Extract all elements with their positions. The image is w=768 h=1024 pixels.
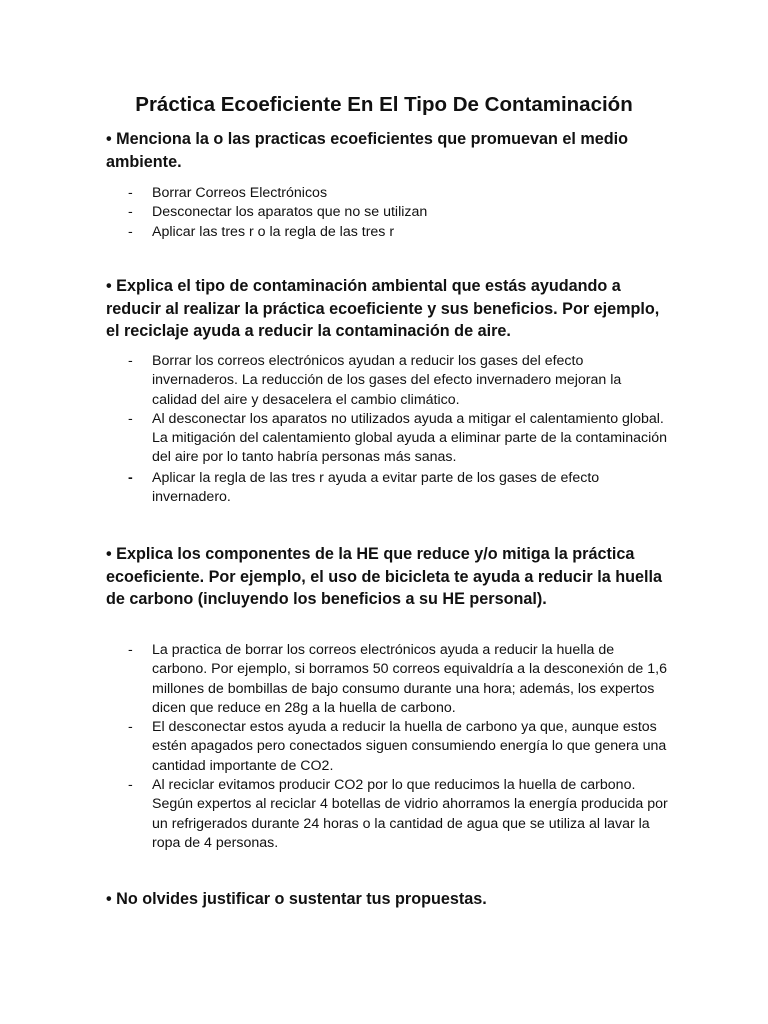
dash-icon: - xyxy=(128,642,133,658)
list-item-text: La practica de borrar los correos electrónicos ayuda a reducir la huella de carbono. Por ejemplo, si borramos 50 correos equivaldría a la desconexión de 1,6 millones de bombillas de bajo consumo durante una hora; además, los expertos dicen que reduce en 28g a la huella de carbono. xyxy=(152,642,667,716)
list-item-text: Aplicar la regla de las tres r ayuda a evitar parte de los gases de efecto invernadero. xyxy=(152,469,600,506)
dash-icon: - xyxy=(128,719,133,736)
practices-list xyxy=(128,184,668,242)
list-item xyxy=(128,641,668,718)
dash-icon: - xyxy=(128,185,133,201)
bullet-icon: • xyxy=(106,277,112,295)
dash-icon: - xyxy=(128,777,133,794)
section-heading-pollution xyxy=(106,275,666,343)
section-heading-text: Menciona la o las practicas ecoeficientes que promuevan el medio ambiente. xyxy=(106,130,629,171)
section-heading-footprint xyxy=(106,543,666,611)
dash-icon: - xyxy=(128,410,133,427)
document-title: Práctica Ecoeficiente En El Tipo De Contaminación xyxy=(135,93,633,116)
list-item-text: Al reciclar evitamos producir CO2 por lo que reducimos la huella de carbono. Según expertos al reciclar 4 botellas de vidrio ahorramos la energía producida por un refrigerados durante 24 horas o la cantidad de agua que se utiliza al lavar la ropa de 4 personas. xyxy=(152,777,668,851)
section-heading-justify xyxy=(106,888,666,911)
list-item xyxy=(128,718,668,776)
list-item xyxy=(128,352,668,410)
footprint-list xyxy=(128,641,668,853)
list-item-text: Borrar los correos electrónicos ayudan a reducir los gases del efecto invernaderos. La reducción de los gases del efecto invernadero mejoran la calidad del aire y desacelera el cambio climático. xyxy=(152,353,622,408)
list-item-text: Desconectar los aparatos que no se utilizan xyxy=(152,204,428,221)
dash-icon: - xyxy=(128,353,133,369)
section-heading-text: Explica el tipo de contaminación ambiental que estás ayudando a reducir al realizar la práctica ecoeficiente y sus beneficios. Por ejemplo, el reciclaje ayuda a reducir la contaminación de aire. xyxy=(106,277,660,340)
list-item xyxy=(128,184,668,203)
list-item-text: Al desconectar los aparatos no utilizados ayuda a mitigar el calentamiento global. La mitigación del calentamiento global ayuda a eliminar parte de la contaminación del aire por lo tanto habría personas más sanas. xyxy=(152,410,668,466)
list-item xyxy=(128,469,668,508)
list-item-text: El desconectar estos ayuda a reducir la huella de carbono ya que, aunque estos estén apagados pero conectados siguen consumiendo energía lo que genera una cantidad importante de CO2. xyxy=(152,719,667,774)
dash-icon: - xyxy=(128,223,133,240)
bullet-icon: • xyxy=(106,545,112,563)
bullet-icon: • xyxy=(106,890,112,908)
list-item xyxy=(128,223,668,242)
list-item xyxy=(128,410,668,468)
list-item xyxy=(128,203,668,222)
bullet-icon: • xyxy=(106,130,112,148)
dash-icon: - xyxy=(128,469,133,486)
section-heading-practices xyxy=(106,128,666,173)
list-item-text: Aplicar las tres r o la regla de las tres r xyxy=(152,223,395,240)
pollution-list xyxy=(128,352,668,507)
section-heading-text: No olvides justificar o sustentar tus propuestas. xyxy=(116,890,487,908)
list-item-text: Borrar Correos Electrónicos xyxy=(152,185,328,201)
section-heading-text: Explica los componentes de la HE que reduce y/o mitiga la práctica ecoeficiente. Por ejemplo, el uso de bicicleta te ayuda a reducir la huella de carbono (incluyendo los beneficios a su HE personal). xyxy=(106,545,662,608)
dash-icon: - xyxy=(128,204,133,221)
list-item xyxy=(128,776,668,853)
